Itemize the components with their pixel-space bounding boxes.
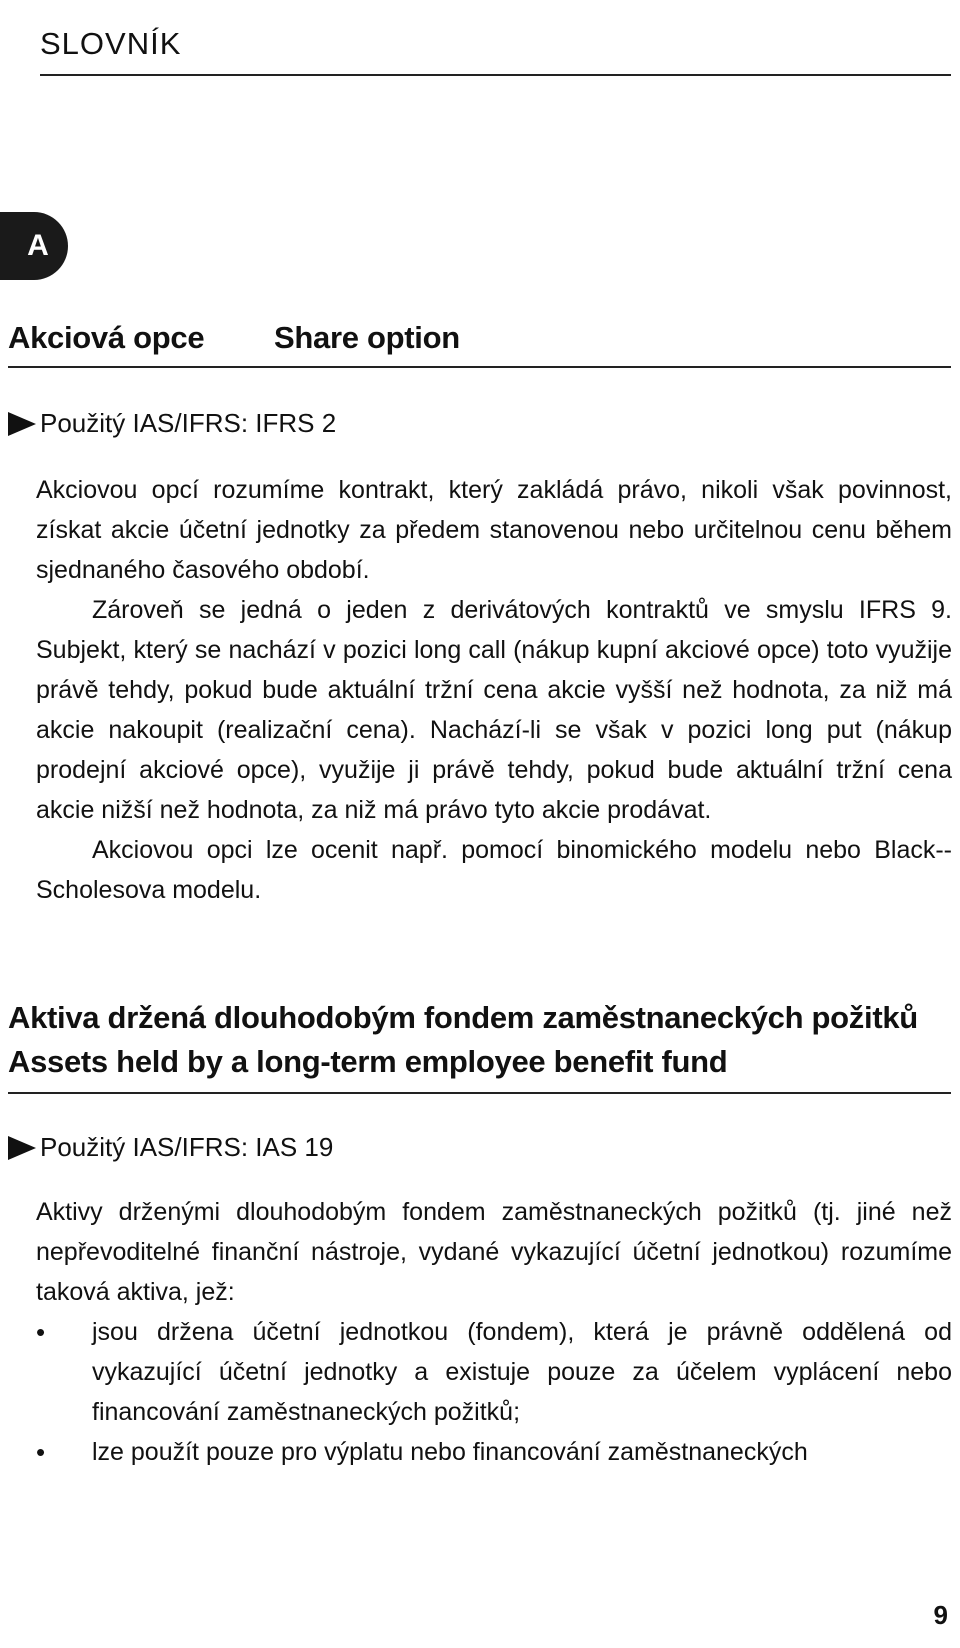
triangle-pointer-icon xyxy=(8,1136,36,1160)
page-number: 9 xyxy=(933,1600,948,1630)
entry2-bullet-list xyxy=(36,1312,952,1472)
entry1-rule xyxy=(8,366,951,368)
entry1-term-en: Share option xyxy=(274,320,460,355)
entry1-used-label: Použitý IAS/IFRS: IFRS 2 xyxy=(40,408,337,438)
entry2-rule xyxy=(8,1092,951,1094)
header-rule xyxy=(40,74,951,76)
entry1-paragraph: Akciovou opcí rozumíme kontrakt, který zakládá právo, nikoli však povinnost, získat akcie účetní jednotky za předem stanovenou nebo určitelnou cenu během sjednaného časového období. xyxy=(36,476,952,584)
bullet-text: lze použít pouze pro výplatu nebo financování zaměstnaneckých xyxy=(92,1438,808,1466)
entry1-paragraph: Akciovou opci lze ocenit např. pomocí binomického modelu nebo Black--Scholesova modelu. xyxy=(36,836,952,904)
entry2-intro xyxy=(36,1192,952,1312)
bullet-icon: • xyxy=(36,1317,46,1347)
entry2-intro-text: Aktivy drženými dlouhodobým fondem zaměstnaneckých požitků (tj. jiné než nepřevoditelné finanční nástroje, vydané vykazující účetní jednotkou) rozumíme taková aktiva, jež: xyxy=(36,1198,952,1306)
section-letter-tab: A xyxy=(0,212,68,280)
entry1-used-standard xyxy=(8,408,336,439)
entry2-used-standard xyxy=(8,1132,333,1163)
list-item xyxy=(36,1432,952,1472)
entry1-paragraph: Zároveň se jedná o jeden z derivátových kontraktů ve smyslu IFRS 9. Subjekt, který se nachází v pozici long call (nákup kupní akciové opce) toto využije právě tehdy, pokud bude aktuální tržní cena akcie vyšší než hodnota, za niž má akcie nakoupit (realizační cena). Nachází-li se však v pozici long put (nákup prodejní akciové opce), využije ji právě tehdy, pokud bude aktuální tržní cena akcie nižší než hodnota, za niž má právo tyto akcie prodávat. xyxy=(36,596,952,824)
list-item xyxy=(36,1312,952,1432)
entry1-term-cz: Akciová opce xyxy=(8,320,205,355)
entry2-term-cz: Aktiva držená dlouhodobým fondem zaměstnaneckých požitků xyxy=(8,1000,918,1035)
triangle-pointer-icon xyxy=(8,412,36,436)
bullet-icon: • xyxy=(36,1437,46,1467)
bullet-text: jsou držena účetní jednotkou (fondem), která je právně oddělená od vykazující účetní jednotky a existuje pouze za účelem vyplácení nebo financování zaměstnaneckých požitků; xyxy=(92,1318,952,1426)
page-header-title: SLOVNÍK xyxy=(40,26,182,61)
entry2-term-en: Assets held by a long-term employee benefit fund xyxy=(8,1044,728,1079)
entry1-body xyxy=(36,470,952,910)
entry2-used-label: Použitý IAS/IFRS: IAS 19 xyxy=(40,1132,334,1162)
